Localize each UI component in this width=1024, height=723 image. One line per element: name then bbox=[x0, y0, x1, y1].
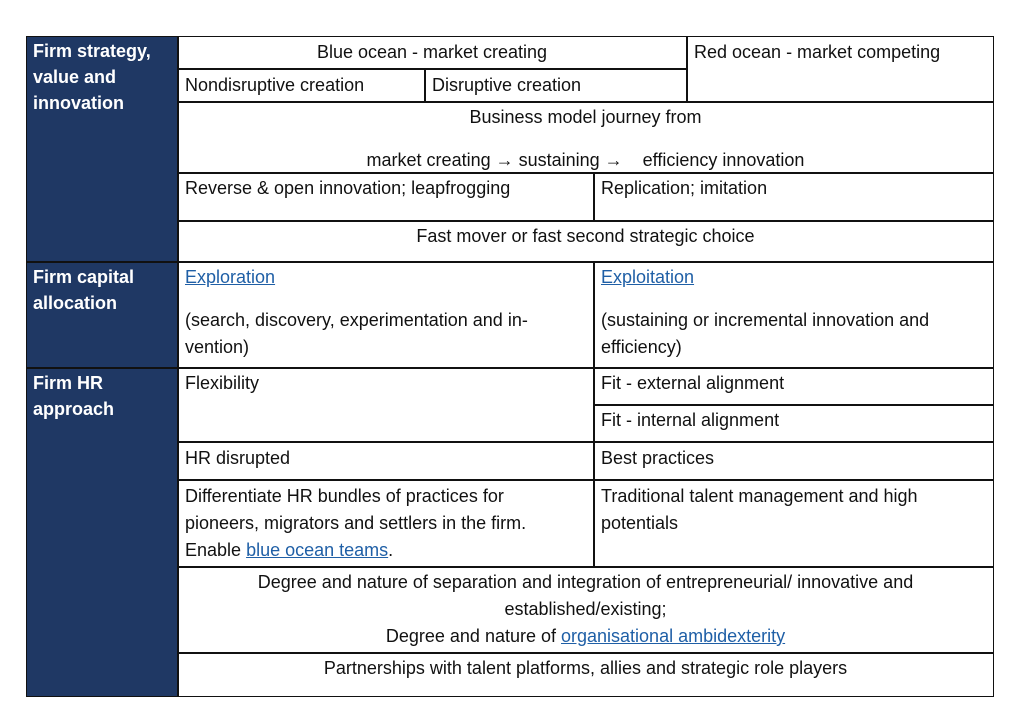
enable-suffix: . bbox=[388, 540, 394, 560]
cell-hr-disrupted: HR disrupted bbox=[185, 448, 291, 468]
cell-exploration-title bbox=[178, 262, 593, 291]
organisational-ambidexterity-link[interactable]: organisational ambidexterity bbox=[561, 626, 786, 646]
cell-differentiate bbox=[178, 481, 588, 564]
cell-blue-ocean: Blue ocean - market creating bbox=[316, 42, 548, 62]
cell-traditional: Traditional talent management and high potentials bbox=[601, 486, 918, 533]
cell-partnerships: Partnerships with talent platforms, allies and strategic role players bbox=[323, 658, 848, 678]
header-firm-strategy: Firm strategy, value and innovation bbox=[26, 36, 178, 262]
exploration-link[interactable]: Exploration bbox=[185, 267, 276, 287]
exploitation-link[interactable]: Exploitation bbox=[601, 267, 695, 287]
cell-best-practices: Best practices bbox=[601, 448, 715, 468]
blue-ocean-teams-link[interactable]: blue ocean teams bbox=[246, 540, 389, 560]
degree-line2-prefix: Degree and nature of bbox=[385, 626, 561, 646]
cell-fast-mover: Fast mover or fast second strategic choice bbox=[416, 226, 755, 246]
cell-reverse-innovation: Reverse & open innovation; leapfrogging bbox=[185, 178, 511, 198]
cell-nondisruptive: Nondisruptive creation bbox=[185, 75, 365, 95]
degree-line2 bbox=[208, 623, 963, 650]
cell-exploitation-desc: (sustaining or incremental innovation and efficiency) bbox=[601, 310, 930, 357]
cell-replication: Replication; imitation bbox=[601, 178, 768, 198]
cell-fit-internal: Fit - internal alignment bbox=[601, 410, 780, 430]
cell-disruptive: Disruptive creation bbox=[432, 75, 582, 95]
cell-journey-line1: Business model journey from bbox=[469, 107, 702, 127]
header-firm-capital-allocation: Firm capital allocation bbox=[26, 262, 178, 368]
cell-exploration-desc: (search, discovery, experimentation and in-vention) bbox=[185, 310, 528, 357]
differentiate-text: Differentiate HR bundles of practices for pioneers, migrators and settlers in the firm. bbox=[185, 486, 527, 533]
cell-flexibility: Flexibility bbox=[185, 373, 260, 393]
cell-degree-separation bbox=[178, 567, 993, 650]
enable-prefix: Enable bbox=[185, 540, 247, 560]
cell-red-ocean: Red ocean - market competing bbox=[694, 42, 941, 62]
degree-line1: Degree and nature of separation and integration of entrepreneurial/ innovative and established/existing; bbox=[257, 572, 914, 619]
cell-exploitation-title bbox=[594, 262, 993, 291]
cell-journey-line2: market creating → sustaining → efficiency innovation bbox=[366, 150, 805, 170]
cell-fit-external: Fit - external alignment bbox=[601, 373, 785, 393]
header-firm-hr-approach: Firm HR approach bbox=[26, 368, 178, 697]
